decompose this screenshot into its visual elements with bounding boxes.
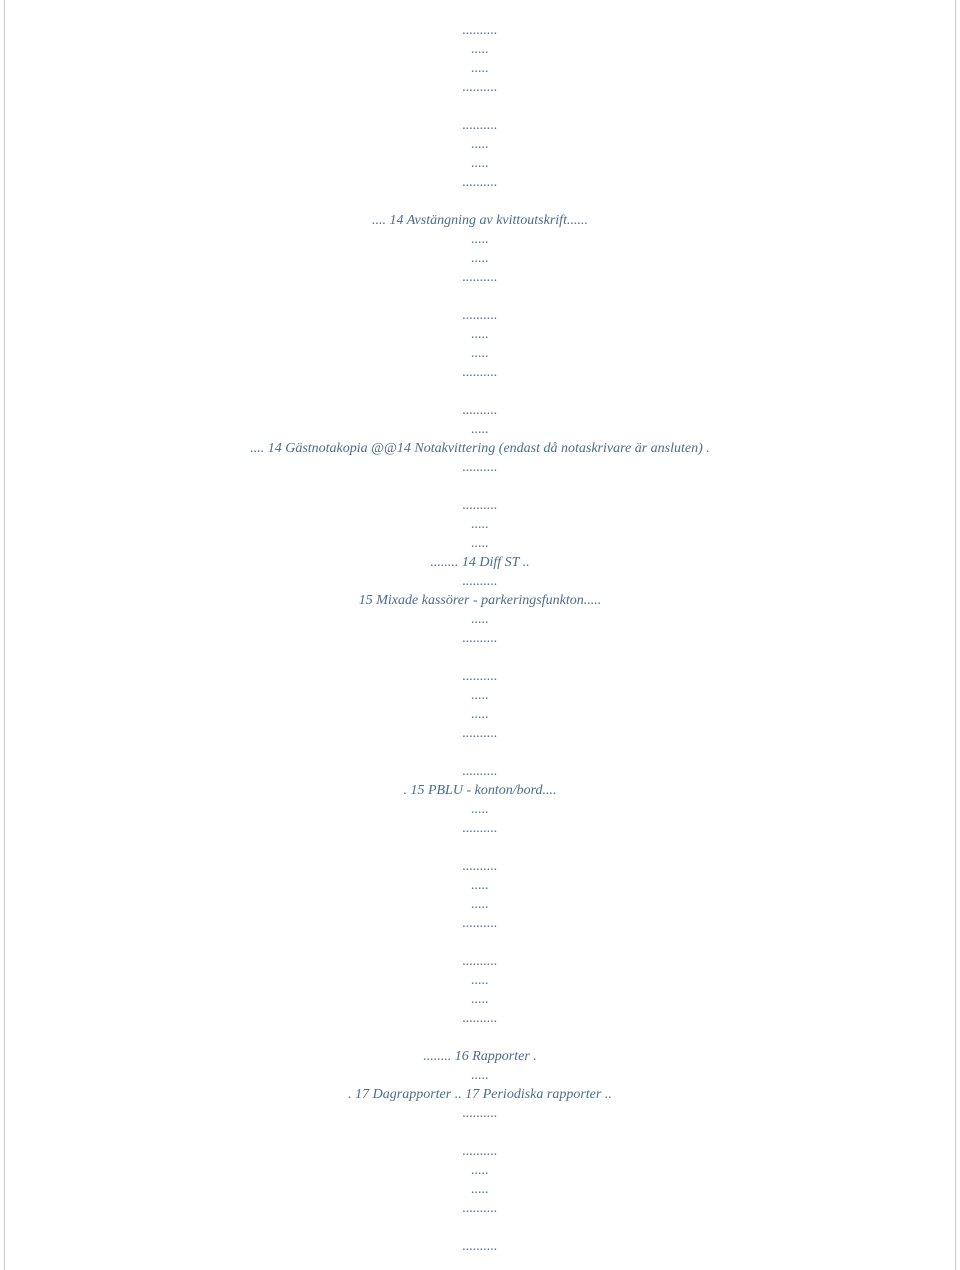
- toc-leader: ..........: [462, 175, 498, 190]
- toc-leader: [0, 288, 960, 306]
- toc-leader: [0, 98, 960, 116]
- toc-leader: ..........: [462, 1106, 498, 1121]
- toc-leader: .....: [471, 251, 489, 266]
- toc-leader: ..........: [462, 498, 498, 513]
- toc-entry[interactable]: ........ 14 Diff ST ..: [430, 555, 530, 570]
- toc-leader: .....: [471, 992, 489, 1007]
- toc-leader: ..........: [462, 460, 498, 475]
- toc-leader: ..........: [462, 80, 498, 95]
- toc-leader: .....: [471, 1068, 489, 1083]
- toc-leader: .....: [471, 536, 489, 551]
- toc-leader: .....: [471, 878, 489, 893]
- toc-leader: ..........: [462, 1011, 498, 1026]
- toc-leader: [0, 478, 960, 496]
- toc-leader: ..........: [462, 118, 498, 133]
- toc-leader: ..........: [462, 631, 498, 646]
- toc-entry[interactable]: . 15 PBLU - konton/bord....: [403, 783, 557, 798]
- toc-entry[interactable]: . 17 Dagrapporter .. 17 Periodiska rapporter ..: [348, 1087, 612, 1102]
- toc-leader: .....: [471, 61, 489, 76]
- toc-leader: [0, 193, 960, 211]
- toc-leader: .....: [471, 156, 489, 171]
- toc-leader: .....: [471, 42, 489, 57]
- toc-leader: .....: [471, 612, 489, 627]
- toc-leader: .....: [471, 688, 489, 703]
- toc-leader: .....: [471, 707, 489, 722]
- toc-leader: .....: [471, 802, 489, 817]
- toc-leader: ..........: [462, 23, 498, 38]
- toc-leader: [0, 1029, 960, 1047]
- toc-leader: ..........: [462, 1239, 498, 1254]
- toc-leader: .....: [471, 1182, 489, 1197]
- toc-entry[interactable]: ........ 16 Rapporter .: [423, 1049, 537, 1064]
- toc-leader: .....: [471, 346, 489, 361]
- toc-entry[interactable]: .... 14 Avstängning av kvittoutskrift......: [372, 213, 588, 228]
- toc-leader: ..........: [462, 365, 498, 380]
- toc-leader: .....: [471, 517, 489, 532]
- toc-leader: ..........: [462, 954, 498, 969]
- toc-leader: ..........: [462, 859, 498, 874]
- toc-leader: .....: [471, 327, 489, 342]
- toc-leader: .....: [471, 422, 489, 437]
- toc-leader: [0, 839, 960, 857]
- toc-leader: [0, 934, 960, 952]
- toc-leader: ..........: [462, 1201, 498, 1216]
- toc-leader: [0, 1219, 960, 1237]
- toc-leader: ..........: [462, 916, 498, 931]
- toc-entry[interactable]: .... 14 Gästnotakopia @@14 Notakvittering (endast då notaskrivare är ansluten) .: [250, 441, 710, 456]
- toc-leader: ..........: [462, 764, 498, 779]
- toc-leader: [0, 649, 960, 667]
- toc-leader: .....: [471, 897, 489, 912]
- toc-leader: ..........: [462, 270, 498, 285]
- toc-entry[interactable]: 15 Mixade kassörer - parkeringsfunkton.....: [358, 593, 602, 608]
- toc-leader: ..........: [462, 308, 498, 323]
- toc-leader: [0, 383, 960, 401]
- toc-leader: [0, 1124, 960, 1142]
- toc-leader: .....: [471, 232, 489, 247]
- toc-leader: ..........: [462, 574, 498, 589]
- toc-leader: ..........: [462, 669, 498, 684]
- toc-leader: ..........: [462, 403, 498, 418]
- toc-leader: ..........: [462, 1144, 498, 1159]
- toc-leader: .....: [471, 973, 489, 988]
- toc-leader: ..........: [462, 726, 498, 741]
- toc-leader: .....: [471, 1163, 489, 1178]
- toc-leader: [0, 744, 960, 762]
- toc-leader: .....: [471, 137, 489, 152]
- toc-leader: ..........: [462, 821, 498, 836]
